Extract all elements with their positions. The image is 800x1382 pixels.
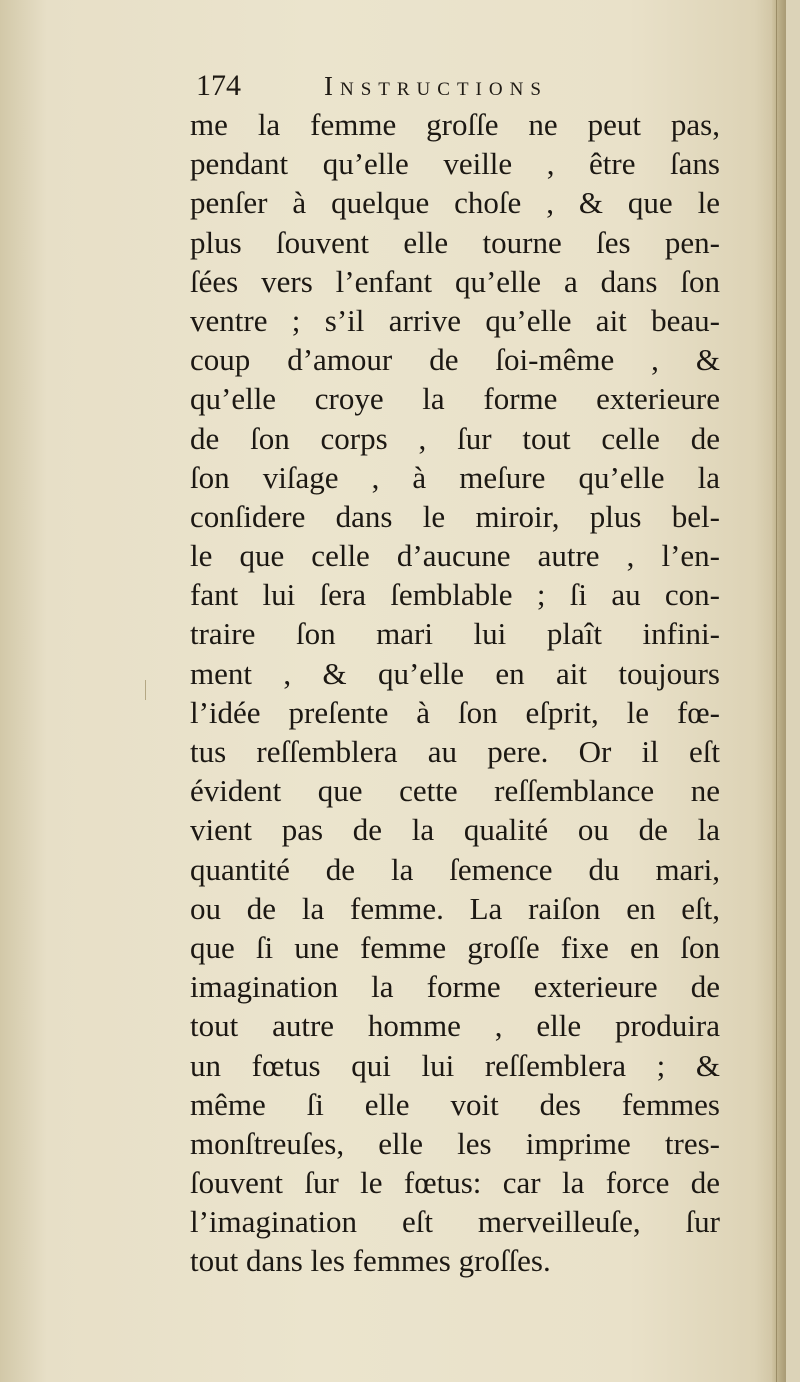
text-line: ventre ; s’il arrive qu’elle ait beau- xyxy=(190,302,720,338)
text-line: qu’elle croye la forme exterieure xyxy=(190,381,720,417)
text-line: traire ſon mari lui plaît infini- xyxy=(190,616,720,652)
running-head xyxy=(196,66,716,106)
page-number: 174 xyxy=(196,69,241,102)
text-line: me la femme groſſe ne peut pas, xyxy=(190,107,720,142)
text-line: imagination la forme exterieure de xyxy=(190,969,720,1005)
text-line: pendant qu’elle veille , être ſans xyxy=(190,146,720,182)
text-line: un fœtus qui lui reſſemblera ; & xyxy=(190,1047,720,1083)
text-line: ſon viſage , à meſure qu’elle la xyxy=(190,459,720,495)
running-title: Instructions xyxy=(324,71,548,101)
text-line: ou de la femme. La raiſon en eſt, xyxy=(190,890,720,926)
text-line: de ſon corps , ſur tout celle de xyxy=(190,420,720,456)
text-line: ment , & qu’elle en ait toujours xyxy=(190,655,720,691)
text-line: l’idée preſente à ſon eſprit, le fœ- xyxy=(190,694,720,730)
text-line: fant lui ſera ſemblable ; ſi au con- xyxy=(190,577,720,613)
text-line: le que celle d’aucune autre , l’en- xyxy=(190,538,720,574)
text-line: conſidere dans le miroir, plus bel- xyxy=(190,498,720,534)
text-line: ſées vers l’enfant qu’elle a dans ſon xyxy=(190,263,720,299)
paper-mark xyxy=(145,680,146,700)
text-line: monſtreuſes, elle les imprime tres- xyxy=(190,1125,720,1161)
text-line: vient pas de la qualité ou de la xyxy=(190,812,720,848)
text-line: que ſi une femme groſſe fixe en ſon xyxy=(190,929,720,965)
text-line: plus ſouvent elle tourne ſes pen- xyxy=(190,224,720,260)
text-line: l’imagination eſt merveilleuſe, ſur xyxy=(190,1204,720,1240)
text-line: évident que cette reſſemblance ne xyxy=(190,773,720,809)
text-line: coup d’amour de ſoi-même , & xyxy=(190,342,720,378)
text-line: ſouvent ſur le fœtus: car la force de xyxy=(190,1165,720,1201)
text-line: même ſi elle voit des femmes xyxy=(190,1086,720,1122)
body-text xyxy=(190,105,720,1281)
text-line: penſer à quelque choſe , & que le xyxy=(190,185,720,221)
text-line: tout autre homme , elle produira xyxy=(190,1008,720,1044)
text-line: tus reſſemblera au pere. Or il eſt xyxy=(190,734,720,769)
text-line: quantité de la ſemence du mari, xyxy=(190,851,720,887)
text-line: tout dans les femmes groſſes. xyxy=(190,1243,551,1279)
page-edge xyxy=(772,0,786,1382)
